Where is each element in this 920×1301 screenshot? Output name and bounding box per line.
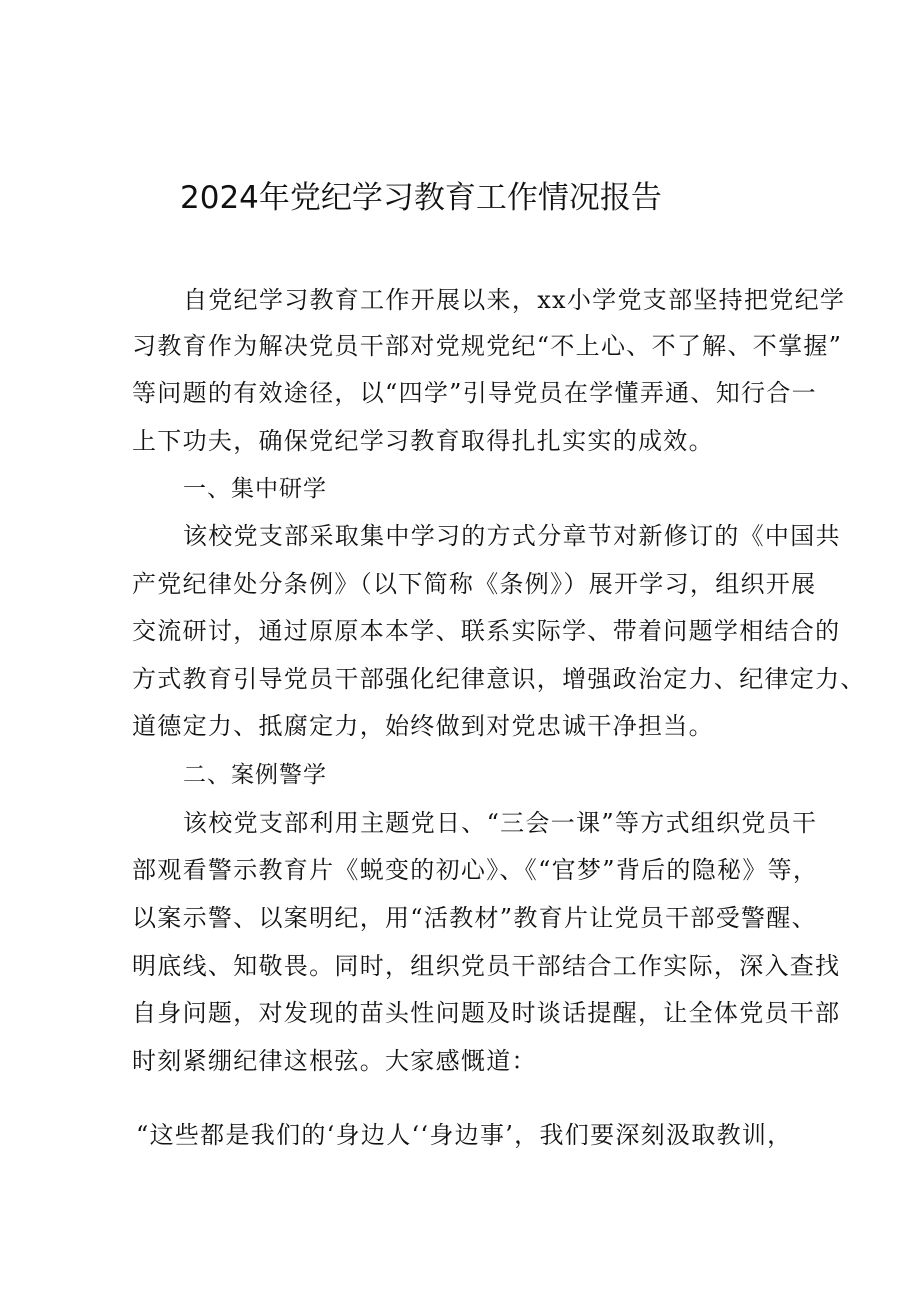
document-title: 2024年党纪学习教育工作情况报告: [180, 180, 662, 216]
intro-line-2: 习教育作为解决党员干部对党规党纪“不上心、不了解、不掌握”: [132, 332, 843, 360]
section-2-line-1: 该校党支部利用主题党日、“三会一课”等方式组织党员干: [183, 809, 818, 837]
section-1-line-3: 交流研讨，通过原原本本学、联系实际学、带着问题学相结合的: [132, 617, 841, 645]
intro-line-3: 等问题的有效途径，以“四学”引导党员在学懂弄通、知行合一: [132, 379, 817, 407]
section-1-line-1: 该校党支部采取集中学习的方式分章节对新修订的《中国共: [183, 522, 841, 550]
section-2-line-4: 明底线、知敬畏。同时，组织党员干部结合工作实际，深入查找: [132, 952, 841, 980]
section-2-line-2: 部观看警示教育片《蜕变的初心》、《“官梦”背后的隐秘》等，: [132, 856, 819, 884]
intro-line-4: 上下功夫，确保党纪学习教育取得扎扎实实的成效。: [132, 427, 714, 455]
section-1-heading: 一、集中研学: [183, 476, 327, 502]
intro-line-1: 自党纪学习教育工作开展以来，xx小学党支部坚持把党纪学: [183, 286, 846, 314]
section-2-line-6: 时刻紧绷纪律这根弦。大家感慨道：: [132, 1047, 537, 1075]
section-1-line-4: 方式教育引导党员干部强化纪律意识，增强政治定力、纪律定力、: [132, 665, 866, 693]
section-2-heading: 二、案例警学: [183, 762, 327, 788]
section-1-line-5: 道德定力、抵腐定力，始终做到对党忠诚干净担当。: [132, 712, 714, 740]
section-2-line-5: 自身问题，对发现的苗头性问题及时谈话提醒，让全体党员干部: [132, 999, 841, 1027]
section-2-line-3: 以案示警、以案明纪，用“活教材”教育片让党员干部受警醒、: [132, 904, 817, 932]
quote-line: “这些都是我们的‘身边人‘‘身边事’，我们要深刻汲取教训，: [136, 1121, 793, 1149]
section-1-line-2: 产党纪律处分条例》（以下简称《条例》）展开学习，组织开展: [132, 570, 817, 598]
